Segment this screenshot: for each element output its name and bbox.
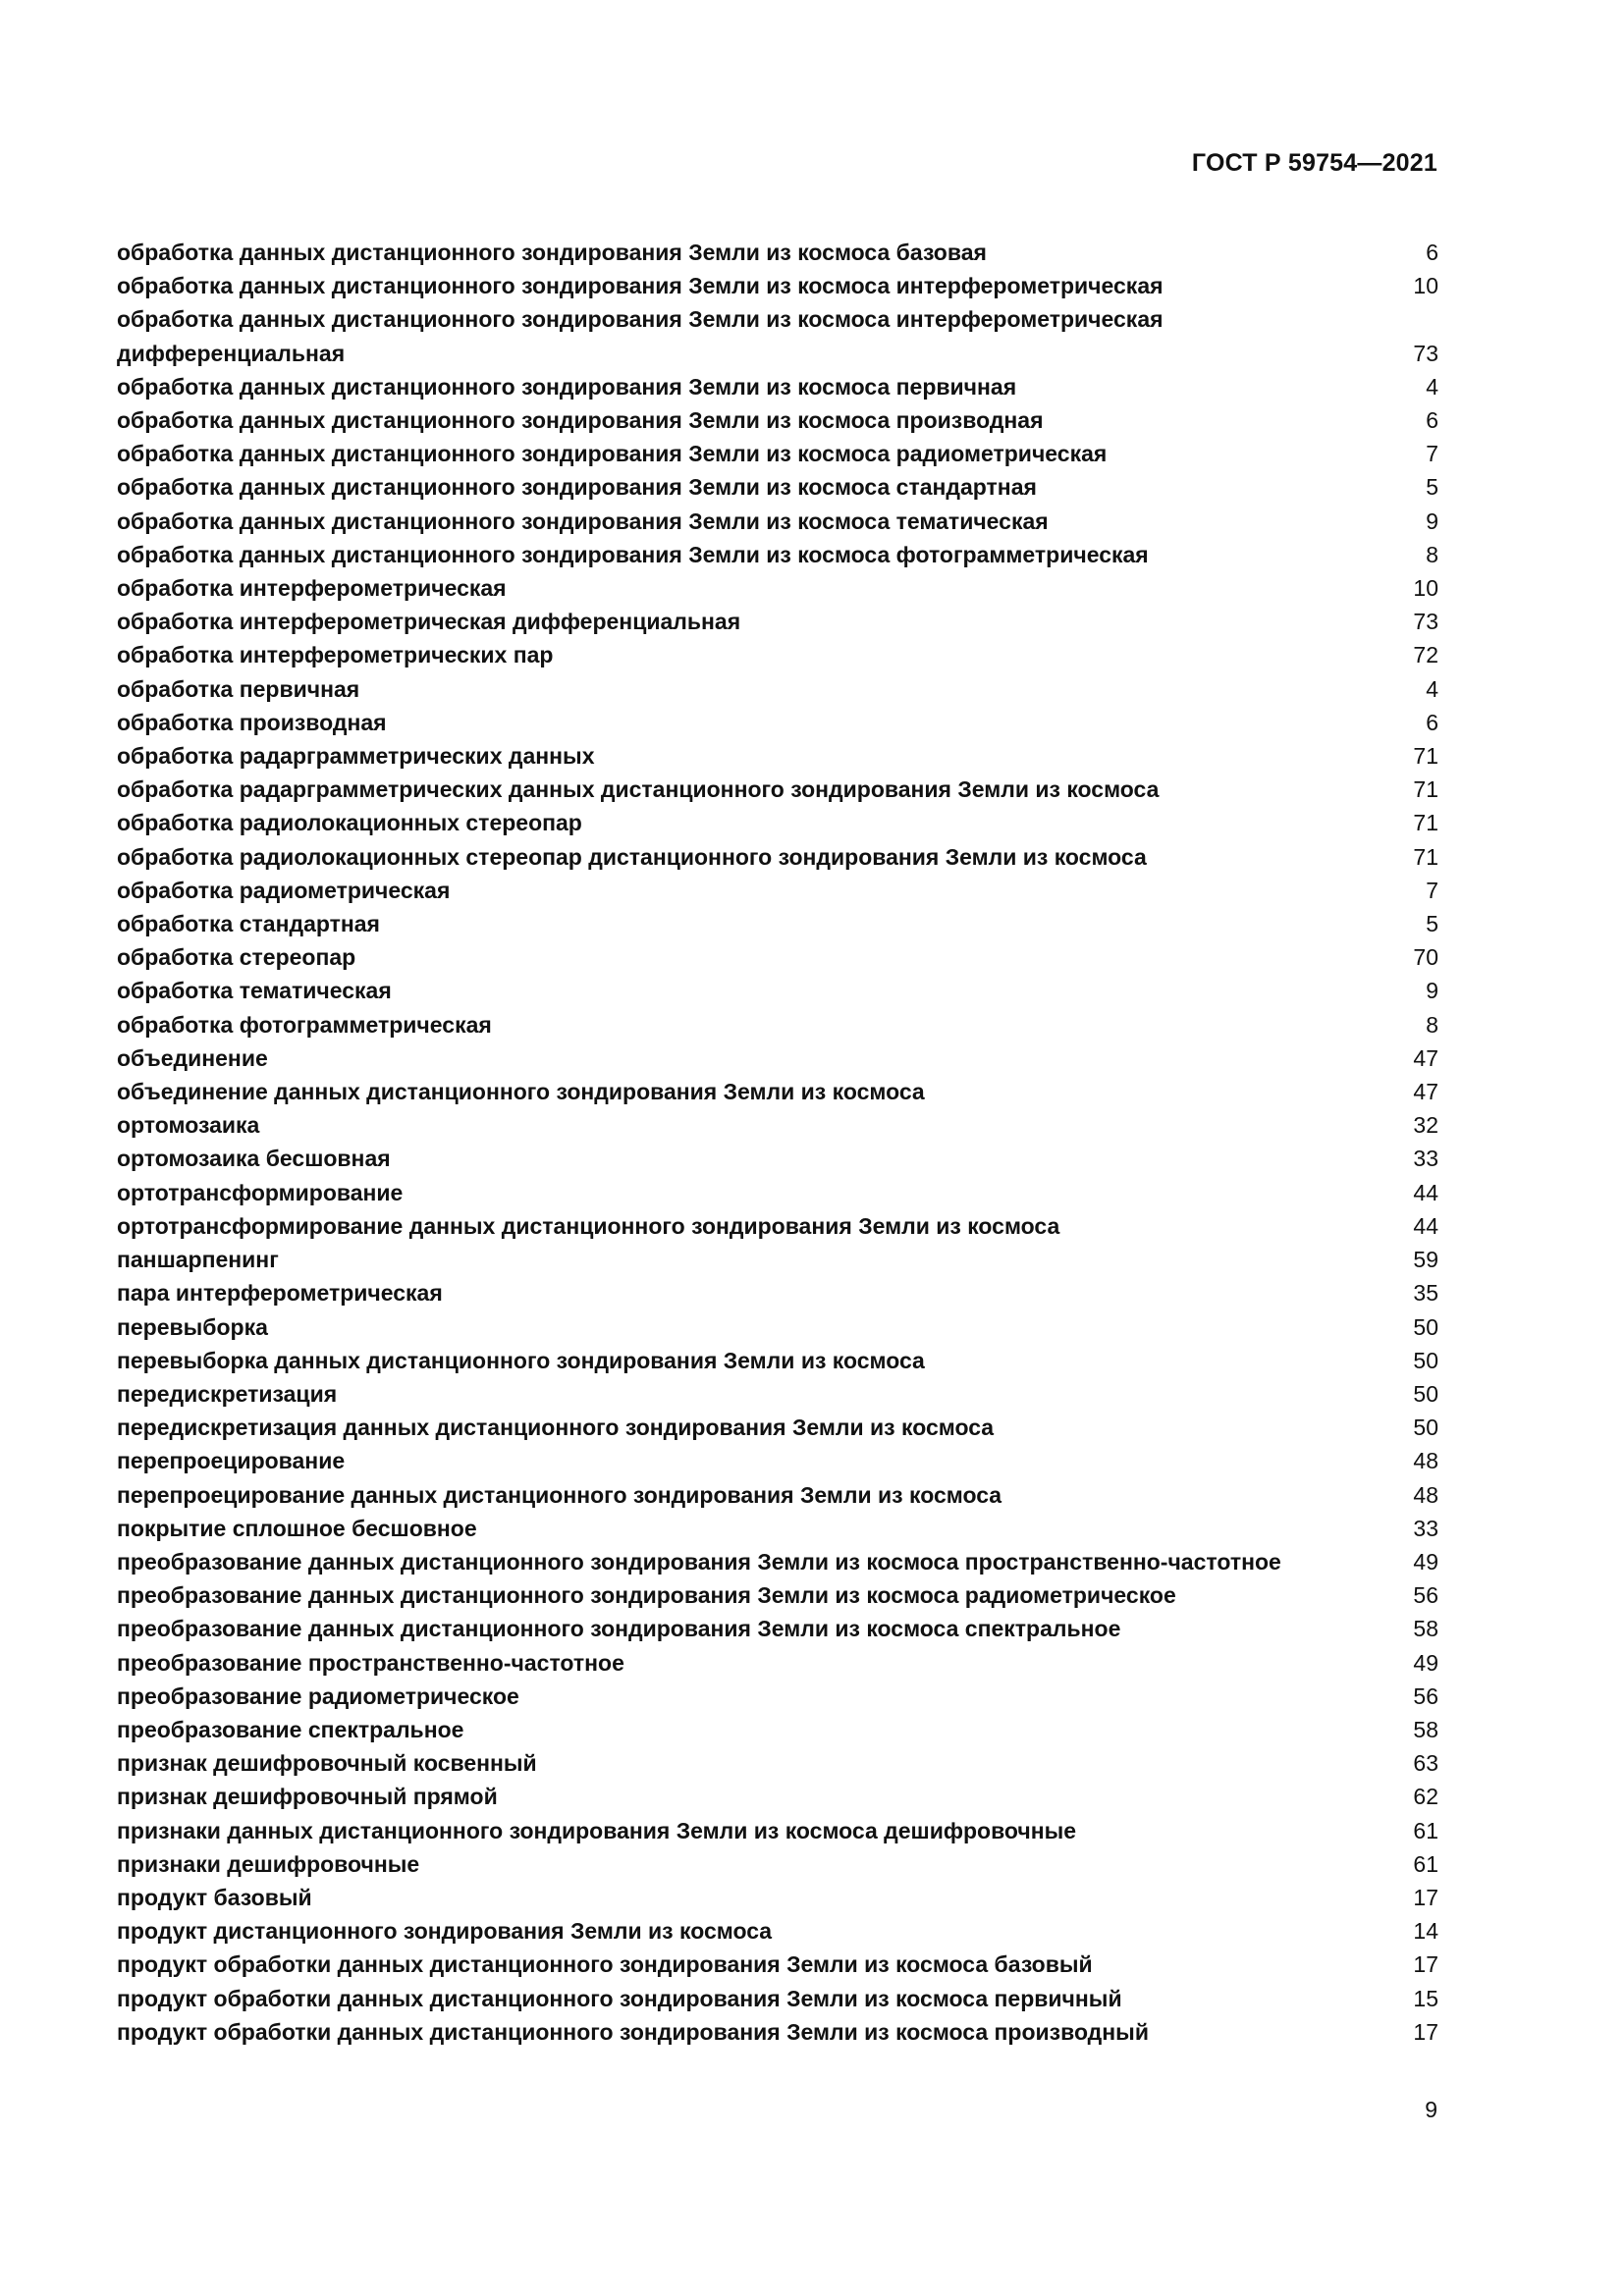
index-entry (117, 840, 1438, 874)
index-page-ref: 44 (1413, 1179, 1438, 1205)
index-term: обработка первичная (117, 675, 360, 702)
index-term: обработка данных дистанционного зондирования Земли из космоса интерферометрическая (117, 273, 1164, 299)
index-term: обработка тематическая (117, 978, 392, 1004)
index-page-ref: 9 (1426, 507, 1438, 534)
index-term: продукт обработки данных дистанционного зондирования Земли из космоса базовый (117, 1951, 1093, 1978)
index-entry (117, 269, 1438, 302)
index-page-ref: 6 (1426, 407, 1438, 434)
index-page-ref: 61 (1413, 1850, 1438, 1877)
index-term: ортотрансформирование (117, 1179, 404, 1205)
index-page-ref: 50 (1413, 1313, 1438, 1340)
index-term: обработка стандартная (117, 911, 380, 937)
index-term: объединение данных дистанционного зондирования Земли из космоса (117, 1079, 925, 1105)
index-term: обработка данных дистанционного зондирования Земли из космоса базовая (117, 240, 987, 265)
index-entry (117, 672, 1438, 706)
index-page-ref: 56 (1413, 1582, 1438, 1609)
index-page-ref: 17 (1413, 1884, 1438, 1910)
index-term: обработка данных дистанционного зондирования Земли из космоса интерферометрическая дифференциальная (117, 306, 1164, 366)
index-entry (117, 1276, 1438, 1309)
index-term: обработка данных дистанционного зондирования Земли из космоса радиометрическая (117, 441, 1108, 467)
index-term: признаки дешифровочные (117, 1850, 420, 1877)
index-term: перевыборка (117, 1313, 268, 1340)
index-page-ref: 63 (1413, 1750, 1438, 1777)
index-page-ref: 10 (1413, 575, 1438, 602)
index-entry (117, 1578, 1438, 1612)
index-entry (117, 1512, 1438, 1545)
index-term: ортотрансформирование данных дистанционного зондирования Земли из космоса (117, 1212, 1060, 1239)
index-page-ref: 70 (1413, 944, 1438, 971)
page-number: 9 (1425, 2097, 1437, 2122)
index-entry (117, 1713, 1438, 1746)
index-page-ref: 50 (1413, 1380, 1438, 1407)
index-term: объединение (117, 1044, 268, 1071)
index-term: обработка данных дистанционного зондирования Земли из космоса первичная (117, 373, 1017, 400)
index-page-ref: 47 (1413, 1079, 1438, 1105)
index-term: обработка радарграмметрических данных дистанционного зондирования Земли из космоса (117, 776, 1160, 803)
index-term: ортомозаика (117, 1112, 260, 1139)
index-term: обработка интерферометрических пар (117, 642, 554, 668)
index-term: преобразование данных дистанционного зондирования Земли из космоса спектральное (117, 1616, 1121, 1642)
index-page-ref: 71 (1413, 843, 1438, 870)
index-page-ref: 58 (1413, 1716, 1438, 1742)
index-entry (117, 538, 1438, 571)
index-entry (117, 806, 1438, 839)
index-term: покрытие сплошное бесшовное (117, 1515, 477, 1541)
alphabetical-index-list (117, 236, 1438, 2049)
index-entry (117, 1411, 1438, 1444)
index-entry (117, 1478, 1438, 1512)
index-term: обработка производная (117, 709, 387, 735)
index-term: обработка стереопар (117, 944, 356, 971)
index-page-ref: 5 (1426, 474, 1438, 501)
index-term: продукт обработки данных дистанционного зондирования Земли из космоса первичный (117, 1985, 1122, 2011)
index-page-ref: 32 (1413, 1112, 1438, 1139)
index-page-ref: 72 (1413, 642, 1438, 668)
index-entry (117, 1814, 1438, 1847)
index-term: обработка радиометрическая (117, 877, 451, 903)
index-entry (117, 1041, 1438, 1075)
index-term: обработка радиолокационных стереопар дистанционного зондирования Земли из космоса (117, 843, 1147, 870)
index-entry (117, 236, 1438, 269)
index-page-ref: 59 (1413, 1247, 1438, 1273)
document-standard-header: ГОСТ Р 59754—2021 (1191, 149, 1437, 177)
index-page-ref: 10 (1413, 273, 1438, 299)
index-term: обработка данных дистанционного зондирования Земли из космоса производная (117, 407, 1044, 434)
index-entry (117, 370, 1438, 403)
index-term: паншарпенинг (117, 1247, 279, 1273)
index-entry (117, 403, 1438, 437)
index-term: преобразование радиометрическое (117, 1682, 519, 1709)
index-entry (117, 1209, 1438, 1243)
index-page-ref: 35 (1413, 1280, 1438, 1307)
index-term: обработка интерферометрическая (117, 575, 507, 602)
index-entry (117, 1075, 1438, 1108)
index-entry (117, 1310, 1438, 1344)
index-entry (117, 1545, 1438, 1578)
index-entry (117, 1108, 1438, 1142)
index-entry (117, 874, 1438, 907)
index-entry (117, 2015, 1438, 2049)
index-entry (117, 638, 1438, 671)
index-term: преобразование пространственно-частотное (117, 1649, 624, 1676)
index-page-ref: 7 (1426, 441, 1438, 467)
index-entry (117, 1444, 1438, 1477)
index-page-ref: 73 (1413, 609, 1438, 635)
index-entry (117, 1847, 1438, 1881)
index-entry (117, 1881, 1438, 1914)
index-entry (117, 1176, 1438, 1209)
index-entry (117, 605, 1438, 638)
index-entry (117, 1344, 1438, 1377)
index-entry (117, 1982, 1438, 2015)
index-term: продукт дистанционного зондирования Земли из космоса (117, 1918, 773, 1945)
index-entry (117, 1612, 1438, 1645)
index-term: преобразование спектральное (117, 1716, 464, 1742)
index-term: признак дешифровочный прямой (117, 1784, 498, 1810)
index-page-ref: 14 (1413, 1918, 1438, 1945)
index-entry (117, 1142, 1438, 1175)
index-term: преобразование данных дистанционного зондирования Земли из космоса пространственно-частотное (117, 1548, 1281, 1575)
index-entry (117, 505, 1438, 538)
index-page-ref: 50 (1413, 1415, 1438, 1441)
index-page-ref: 6 (1426, 240, 1438, 265)
index-term: обработка радиолокационных стереопар (117, 810, 582, 836)
index-term: перепроецирование (117, 1448, 346, 1474)
index-term: продукт обработки данных дистанционного зондирования Земли из космоса производный (117, 2018, 1149, 2045)
index-term: перепроецирование данных дистанционного зондирования Земли из космоса (117, 1481, 1002, 1508)
index-page-ref: 50 (1413, 1347, 1438, 1373)
index-entry (117, 1680, 1438, 1713)
index-entry (117, 706, 1438, 739)
index-entry (117, 907, 1438, 940)
index-page-ref: 9 (1426, 978, 1438, 1004)
index-page-ref: 47 (1413, 1044, 1438, 1071)
index-term: обработка интерферометрическая дифференциальная (117, 609, 741, 635)
index-page-ref: 17 (1413, 2018, 1438, 2045)
index-term: передискретизация (117, 1380, 338, 1407)
index-entry (117, 974, 1438, 1007)
index-page-ref: 48 (1413, 1481, 1438, 1508)
index-term: обработка данных дистанционного зондирования Земли из космоса тематическая (117, 507, 1049, 534)
index-term: преобразование данных дистанционного зондирования Земли из космоса радиометрическое (117, 1582, 1176, 1609)
index-term: обработка данных дистанционного зондирования Земли из космоса фотограмметрическая (117, 541, 1149, 567)
index-page-ref: 17 (1413, 1951, 1438, 1978)
index-term: пара интерферометрическая (117, 1280, 443, 1307)
index-page-ref: 7 (1426, 877, 1438, 903)
index-entry (117, 1646, 1438, 1680)
index-page-ref: 33 (1413, 1146, 1438, 1172)
index-term: признаки данных дистанционного зондирования Земли из космоса дешифровочные (117, 1817, 1077, 1843)
index-entry (117, 571, 1438, 605)
index-term: продукт базовый (117, 1884, 312, 1910)
index-term: обработка радарграмметрических данных (117, 743, 595, 770)
index-entry (117, 1008, 1438, 1041)
index-entry (117, 1377, 1438, 1411)
index-page-ref: 6 (1426, 709, 1438, 735)
index-page-ref: 62 (1413, 1784, 1438, 1810)
index-entry (117, 773, 1438, 806)
index-page-ref: 58 (1413, 1616, 1438, 1642)
index-term: перевыборка данных дистанционного зондирования Земли из космоса (117, 1347, 925, 1373)
index-entry (117, 1948, 1438, 1981)
index-entry (117, 1243, 1438, 1276)
index-term: обработка фотограмметрическая (117, 1011, 492, 1038)
index-page-ref: 8 (1426, 1011, 1438, 1038)
index-page-ref: 5 (1426, 911, 1438, 937)
index-entry (117, 739, 1438, 773)
index-term: передискретизация данных дистанционного зондирования Земли из космоса (117, 1415, 995, 1441)
index-page-ref: 71 (1413, 743, 1438, 770)
index-entry (117, 470, 1438, 504)
index-entry (117, 1914, 1438, 1948)
index-page-ref: 44 (1413, 1212, 1438, 1239)
index-page-ref: 49 (1413, 1649, 1438, 1676)
index-page-ref: 48 (1413, 1448, 1438, 1474)
index-page-ref: 49 (1413, 1548, 1438, 1575)
index-page-ref: 15 (1413, 1985, 1438, 2011)
index-entry (117, 940, 1438, 974)
index-term: признак дешифровочный косвенный (117, 1750, 537, 1777)
index-page-ref: 4 (1426, 373, 1438, 400)
index-entry (117, 1746, 1438, 1780)
index-page-ref: 33 (1413, 1515, 1438, 1541)
index-page-ref: 71 (1413, 810, 1438, 836)
index-entry (117, 1780, 1438, 1813)
index-term: ортомозаика бесшовная (117, 1146, 391, 1172)
index-page-ref: 61 (1413, 1817, 1438, 1843)
index-page-ref: 4 (1426, 675, 1438, 702)
index-entry (117, 437, 1438, 470)
index-page-ref: 56 (1413, 1682, 1438, 1709)
index-page-ref: 8 (1426, 541, 1438, 567)
index-term: обработка данных дистанционного зондирования Земли из космоса стандартная (117, 474, 1037, 501)
index-page-ref: 71 (1413, 776, 1438, 803)
index-page-ref: 73 (1413, 340, 1438, 366)
index-entry (117, 302, 1438, 369)
